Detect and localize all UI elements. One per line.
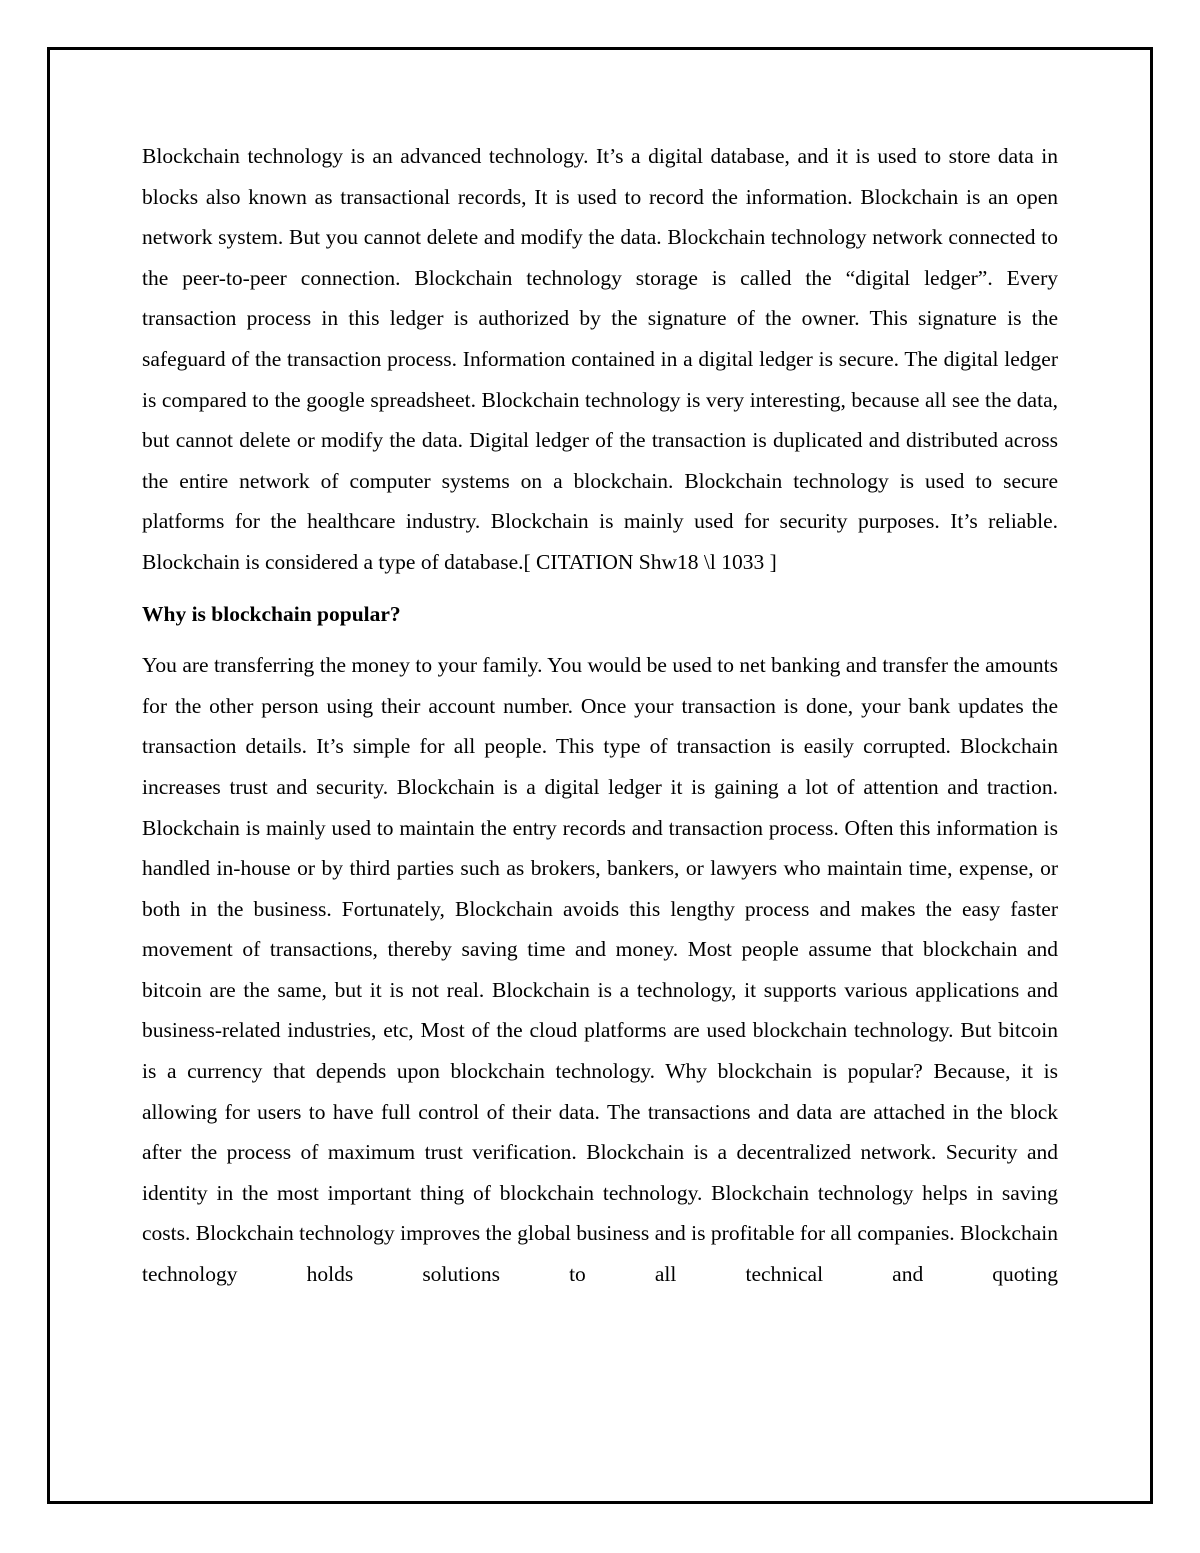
body-paragraph: You are transferring the money to your family. You would be used to net banking and transfer the amounts for the other person using their account number. Once your transaction is done, your bank updates the transaction details. It’s simple for all people. This type of transaction is easily corrupted. Blockchain increases trust and security. Blockchain is a digital ledger it is gaining a lot of attention and traction. Blockchain is mainly used to maintain the entry records and transaction process. Often this information is handled in-house or by third parties such as brokers, bankers, or lawyers who maintain time, expense, or both in the business. Fortunately, Blockchain avoids this lengthy process and makes the easy faster movement of transactions, thereby saving time and money. Most people assume that blockchain and bitcoin are the same, but it is not real. Blockchain is a technology, it supports various applications and business-related industries, etc, Most of the cloud platforms are used blockchain technology. But bitcoin is a currency that depends upon blockchain technology. Why blockchain is popular? Because, it is allowing for users to have full control of their data. The transactions and data are attached in the block after the process of maximum trust verification. Blockchain is a decentralized network. Security and identity in the most important thing of blockchain technology. Blockchain technology helps in saving costs. Blockchain technology improves the global business and is profitable for all companies. Blockchain technology holds solutions to all technical and quoting: [142, 653, 1058, 1287]
body-paragraph: Blockchain technology is an advanced technology. It’s a digital database, and it is used to store data in blocks also known as transactional records, It is used to record the information. Blockchain is an open network system. But you cannot delete and modify the data. Blockchain technology network connected to the peer-to-peer connection. Blockchain technology storage is called the “digital ledger”. Every transaction process in this ledger is authorized by the signature of the owner. This signature is the safeguard of the transaction process. Information contained in a digital ledger is secure. The digital ledger is compared to the google spreadsheet. Blockchain technology is very interesting, because all see the data, but cannot delete or modify the data. Digital ledger of the transaction is duplicated and distributed across the entire network of computer systems on a blockchain. Blockchain technology is used to secure platforms for the healthcare industry. Blockchain is mainly used for security purposes. It’s reliable. Blockchain is considered a type of database.[ CITATION Shw18 \l 1033 ]: [142, 144, 1058, 574]
section-heading: Why is blockchain popular?: [142, 601, 401, 626]
document-body: [142, 136, 1058, 1295]
